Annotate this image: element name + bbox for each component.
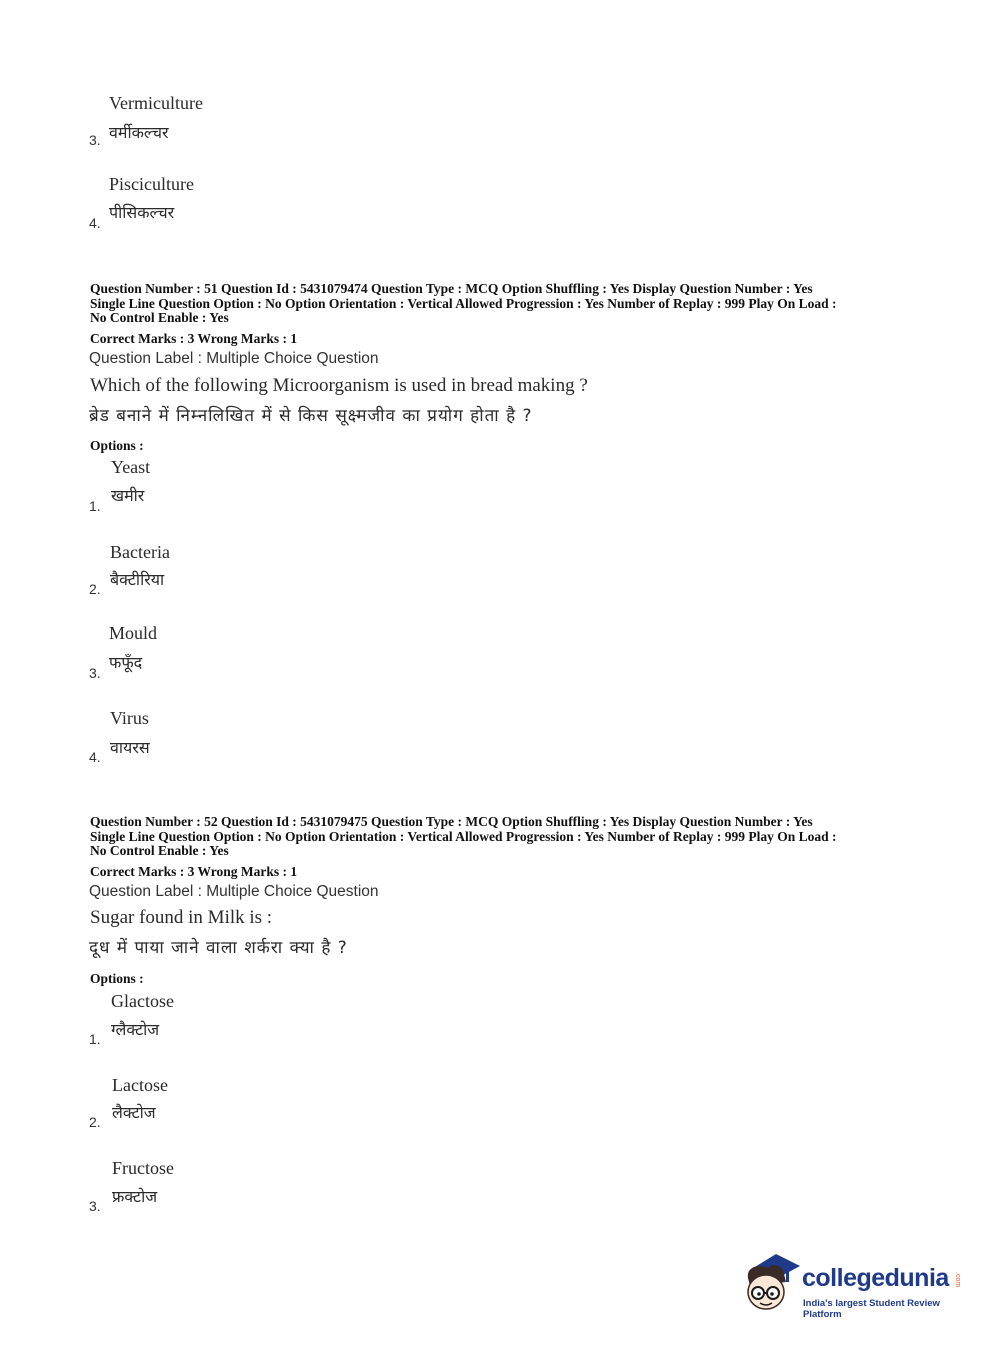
option-text-en: Pisciculture (109, 174, 194, 194)
logo-name: collegedunia (802, 1264, 949, 1292)
option-number: 3. (89, 1198, 101, 1214)
option-number: 4. (89, 215, 101, 231)
question-marks: Correct Marks : 3 Wrong Marks : 1 (90, 331, 298, 346)
collegedunia-logo[interactable] (742, 1248, 972, 1318)
meta-line: Single Line Question Option : No Option Orientation : Vertical Allowed Progression : Yes Number of Replay : 999 Play On Load : (90, 295, 837, 311)
option-number: 1. (89, 498, 101, 514)
question-text-hi: ब्रेड बनाने में निम्नलिखित में से किस सूक्ष्मजीव का प्रयोग होता है ? (89, 406, 533, 426)
option-text-en: Yeast (111, 457, 151, 477)
option-text-hi: वर्मीकल्चर (109, 123, 169, 142)
option-number: 3. (89, 665, 101, 681)
option-text-hi: ग्लैक्टोज (111, 1020, 160, 1039)
meta-line: Single Line Question Option : No Option Orientation : Vertical Allowed Progression : Yes Number of Replay : 999 Play On Load : (90, 828, 837, 844)
question-label: Question Label : Multiple Choice Question (89, 883, 379, 900)
question-meta (90, 815, 920, 859)
logo-suffix: .com (954, 1272, 961, 1288)
option-number: 1. (89, 1031, 101, 1047)
question-label: Question Label : Multiple Choice Question (89, 350, 379, 367)
option-number: 3. (89, 132, 101, 148)
question-text-en: Which of the following Microorganism is used in bread making ? (90, 375, 588, 396)
question-text-hi: दूध में पाया जाने वाला शर्करा क्या है ? (89, 938, 348, 958)
question-marks: Correct Marks : 3 Wrong Marks : 1 (90, 864, 298, 879)
option-text-hi: बैक्टीरिया (110, 570, 165, 589)
option-text-hi: फ्रक्टोज (112, 1187, 158, 1206)
option-text-hi: फफूँद (109, 653, 143, 672)
option-text-en: Fructose (112, 1158, 174, 1178)
option-text-hi: लैक्टोज (112, 1103, 156, 1122)
meta-line: Question Number : 52 Question Id : 5431079475 Question Type : MCQ Option Shuffling : Yes Display Question Number : Yes (90, 814, 813, 829)
option-text-en: Lactose (112, 1075, 168, 1095)
meta-line: Question Number : 51 Question Id : 5431079474 Question Type : MCQ Option Shuffling : Yes Display Question Number : Yes (90, 281, 813, 296)
option-text-en: Glactose (111, 991, 174, 1011)
option-text-hi: वायरस (110, 738, 150, 757)
option-number: 2. (89, 581, 101, 597)
options-label: Options : (90, 971, 144, 986)
option-text-hi: खमीर (111, 486, 145, 505)
option-text-hi: पीसिकल्चर (109, 203, 175, 222)
option-text-en: Vermiculture (109, 93, 203, 113)
option-number: 2. (89, 1114, 101, 1130)
option-number: 4. (89, 749, 101, 765)
mascot-icon (742, 1248, 804, 1314)
meta-line: No Control Enable : Yes (90, 843, 229, 858)
question-meta (90, 282, 920, 326)
meta-line: No Control Enable : Yes (90, 310, 229, 325)
logo-tagline: India's largest Student Review Platform (803, 1298, 940, 1320)
question-text-en: Sugar found in Milk is : (90, 907, 273, 928)
option-text-en: Mould (109, 623, 158, 643)
option-text-en: Virus (110, 708, 149, 728)
option-text-en: Bacteria (110, 542, 170, 562)
options-label: Options : (90, 438, 144, 453)
